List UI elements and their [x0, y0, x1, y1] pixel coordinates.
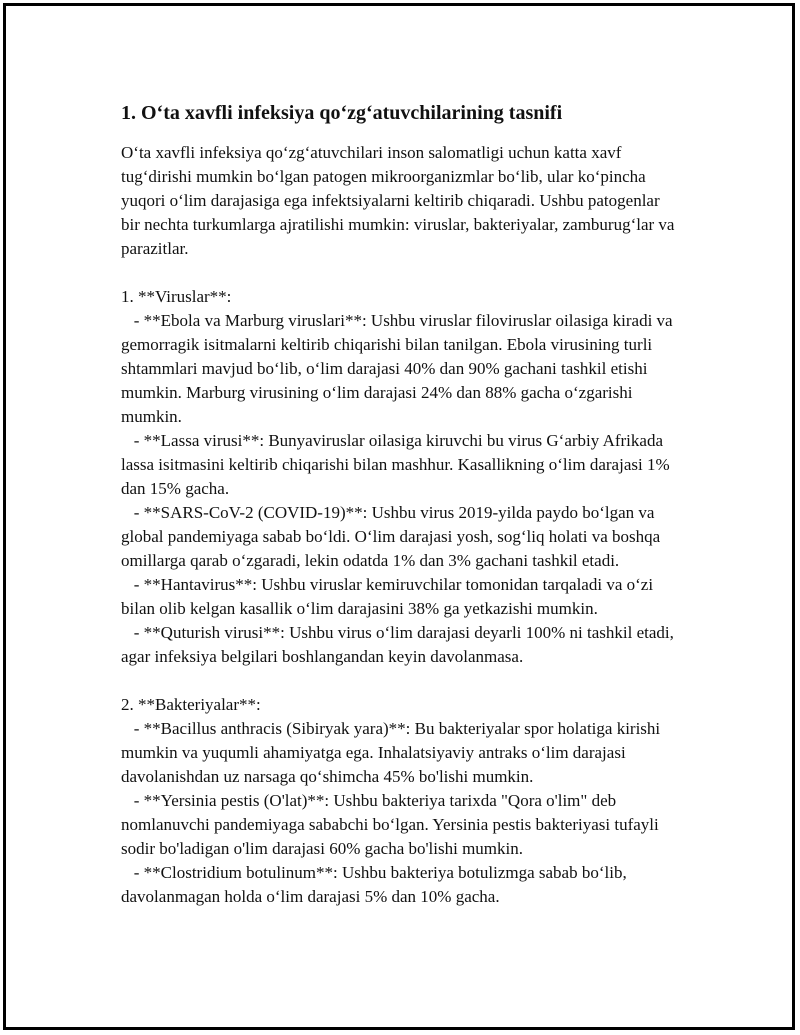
list-item: - **Hantavirus**: Ushbu viruslar kemiruvchilar tomonidan tarqaladi va o‘zi bilan olib kelgan kasallik o‘lim darajasini 38% ga yetkazishi mumkin. [121, 575, 658, 618]
intro-paragraph: O‘ta xavfli infeksiya qo‘zg‘atuvchilari inson salomatligi uchun katta xavf tug‘dirishi mumkin bo‘lgan patogen mikroorganizmlar bo‘lib, ular ko‘pincha yuqori o‘lim darajasiga ega infektsiyalarni keltirib chiqaradi. Ushbu patogenlar bir nechta turkumlarga ajratilishi mumkin: viruslar, bakteriyalar, zamburug‘lar va parazitlar. [121, 143, 675, 258]
document-body [121, 99, 681, 909]
list-item: - **Yersinia pestis (O'lat)**: Ushbu bakteriya tarixda "Qora o'lim" deb nomlanuvchi pandemiyaga sababchi bo‘lgan. Yersinia pestis bakteriyasi tufayli sodir bo'ladigan o'lim darajasi 60% gacha bo'lishi mumkin. [121, 791, 663, 858]
section-heading: 2. **Bakteriyalar**: [121, 695, 261, 714]
section-bacteria [121, 693, 681, 909]
list-item: - **Bacillus anthracis (Sibiryak yara)**: Bu bakteriyalar spor holatiga kirishi mumkin va yuqumli ahamiyatga ega. Inhalatsiyaviy antraks o‘lim darajasi davolanishdan uz narsaga qo‘shimcha 45% bo'lishi mumkin. [121, 719, 665, 786]
list-item: - **Clostridium botulinum**: Ushbu bakteriya botulizmga sabab bo‘lib, davolanmagan holda o‘lim darajasi 5% dan 10% gacha. [121, 863, 631, 906]
list-item: - **Lassa virusi**: Bunyaviruslar oilasiga kiruvchi bu virus G‘arbiy Afrikada lassa isitmasini keltirib chiqarishi bilan mashhur. Kasallikning o‘lim darajasi 1% dan 15% gacha. [121, 431, 674, 498]
list-item: - **Ebola va Marburg viruslari**: Ushbu viruslar filoviruslar oilasiga kiradi va gemorragik isitmalarni keltirib chiqarishi bilan tanilgan. Ebola virusining turli shtammlari mavjud bo‘lib, o‘lim darajasi 40% dan 90% gachani tashkil etishi mumkin. Marburg virusining o‘lim darajasi 24% dan 88% gacha o‘zgarishi mumkin. [121, 311, 677, 426]
page-frame [3, 3, 795, 1030]
list-item: - **SARS-CoV-2 (COVID-19)**: Ushbu virus 2019-yilda paydo bo‘lgan va global pandemiyaga sabab bo‘ldi. O‘lim darajasi yosh, sog‘liq holati va boshqa omillarga qarab o‘zgaradi, lekin odatda 1% dan 3% gachani tashkil etadi. [121, 503, 665, 570]
section-viruses [121, 285, 681, 669]
document-title: 1. O‘ta xavfli infeksiya qo‘zg‘atuvchilarining tasnifi [121, 102, 563, 124]
section-spacer [121, 669, 681, 693]
list-item: - **Quturish virusi**: Ushbu virus o‘lim darajasi deyarli 100% ni tashkil etadi, agar infeksiya belgilari boshlangandan keyin davolanmasa. [121, 623, 679, 666]
section-heading: 1. **Viruslar**: [121, 287, 232, 306]
